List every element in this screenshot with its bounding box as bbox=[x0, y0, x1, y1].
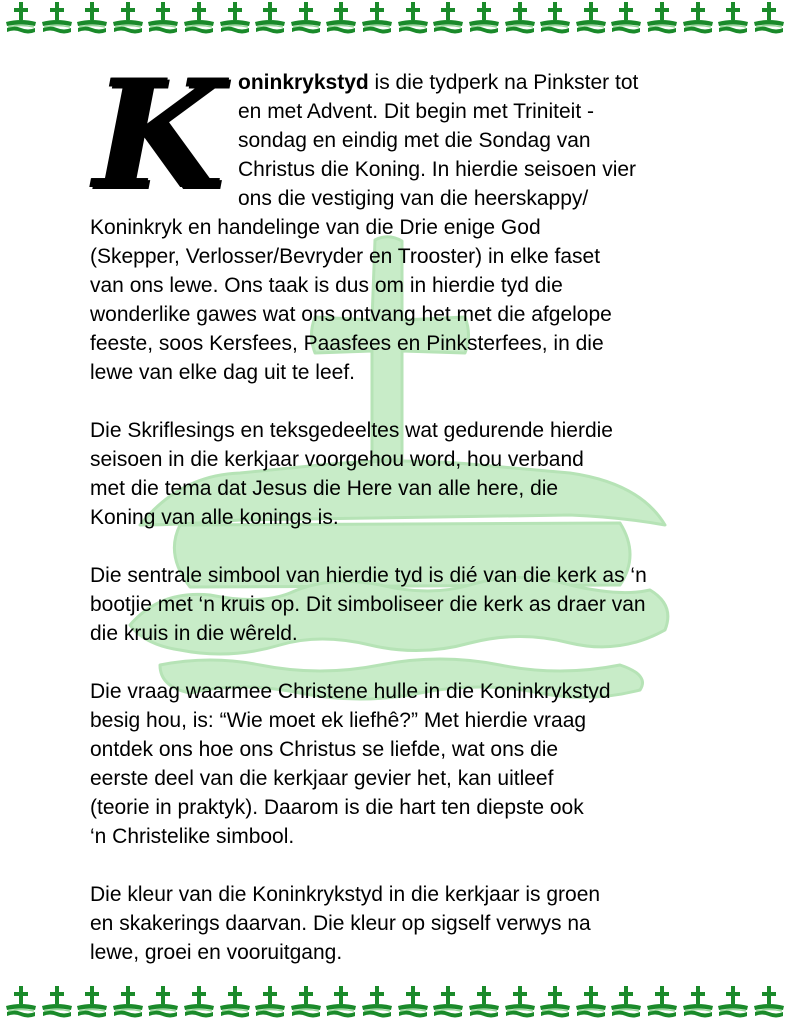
text-line: ons die vestiging van die heerskappy/ bbox=[238, 187, 589, 210]
text-line: Christus die Koning. In hierdie seisoen vier bbox=[238, 158, 637, 181]
document-body bbox=[90, 47, 730, 996]
green-boat-cross-icon bbox=[324, 0, 358, 36]
green-boat-cross-icon bbox=[182, 0, 216, 36]
green-boat-cross-icon bbox=[645, 0, 679, 36]
text-line: oninkrykstyd is die tydperk na Pinkster tot bbox=[238, 71, 639, 94]
text-line: feeste, soos Kersfees, Paasfees en Pinksterfees, in die bbox=[90, 332, 604, 355]
green-boat-cross-icon bbox=[609, 0, 643, 36]
green-boat-cross-icon bbox=[538, 0, 572, 36]
paragraph-3 bbox=[90, 561, 730, 648]
text-line: Die Skriflesings en teksgedeeltes wat gedurende hierdie bbox=[90, 419, 613, 442]
text-line: van ons lewe. Ons taak is dus om in hierdie tyd die bbox=[90, 274, 563, 297]
green-boat-cross-icon bbox=[467, 0, 501, 36]
green-boat-cross-icon bbox=[716, 0, 750, 36]
text-line: lewe van elke dag uit te leef. bbox=[90, 361, 356, 384]
text-line: (teorie in praktyk). Daarom is die hart ten diepste ook bbox=[90, 796, 584, 819]
green-boat-cross-icon bbox=[40, 0, 74, 36]
green-boat-cross-icon bbox=[40, 984, 74, 1020]
green-boat-cross-icon bbox=[431, 0, 465, 36]
paragraph-4 bbox=[90, 677, 730, 851]
green-boat-cross-icon bbox=[752, 0, 786, 36]
text-line: met die tema dat Jesus die Here van alle here, die bbox=[90, 477, 559, 500]
paragraph-2 bbox=[90, 416, 730, 532]
text-line: besig hou, is: “Wie moet ek liefhê?” Met hierdie vraag bbox=[90, 709, 587, 732]
green-boat-cross-icon bbox=[111, 0, 145, 36]
green-boat-cross-icon bbox=[253, 0, 287, 36]
text-line: Die kleur van die Koninkrykstyd in die kerkjaar is groen bbox=[90, 883, 601, 906]
text-line: sondag en eindig met die Sondag van bbox=[238, 129, 591, 152]
text-line: eerste deel van die kerkjaar gevier het, kan uitleef bbox=[90, 767, 554, 790]
green-boat-cross-icon bbox=[681, 0, 715, 36]
text-line: Die sentrale simbool van hierdie tyd is dié van die kerk as ‘n bbox=[90, 564, 647, 587]
green-boat-cross-icon bbox=[503, 0, 537, 36]
green-boat-cross-icon bbox=[360, 0, 394, 36]
text-line: (Skepper, Verlosser/Bevryder en Trooster) in elke faset bbox=[90, 245, 601, 268]
text-line: en met Advent. Dit begin met Triniteit - bbox=[238, 100, 594, 123]
text-line: en skakerings daarvan. Die kleur op sigself verwys na bbox=[90, 912, 591, 935]
text-line: ‘n Christelike simbool. bbox=[90, 825, 295, 848]
text-line: ontdek ons hoe ons Christus se liefde, wat ons die bbox=[90, 738, 559, 761]
green-boat-cross-icon bbox=[574, 0, 608, 36]
green-boat-cross-icon bbox=[4, 0, 38, 36]
text-line: Die vraag waarmee Christene hulle in die Koninkrykstyd bbox=[90, 680, 611, 703]
text-line: Koninkryk en handelinge van die Drie enige God bbox=[90, 216, 541, 239]
text-line: Koning van alle konings is. bbox=[90, 506, 339, 529]
text-line: die kruis in die wêreld. bbox=[90, 622, 298, 645]
drop-cap-letter: K bbox=[93, 47, 225, 223]
paragraph-5 bbox=[90, 880, 730, 967]
top-border bbox=[0, 0, 790, 40]
green-boat-cross-icon bbox=[75, 0, 109, 36]
text-line: lewe, groei en vooruitgang. bbox=[90, 941, 343, 964]
green-boat-cross-icon bbox=[752, 984, 786, 1020]
text-line: seisoen in die kerkjaar voorgehou word, hou verband bbox=[90, 448, 584, 471]
text-line: bootjie met ‘n kruis op. Dit simboliseer die kerk as draer van bbox=[90, 593, 646, 616]
green-boat-cross-icon bbox=[146, 0, 180, 36]
text-line: wonderlike gawes wat ons ontvang het met die afgelope bbox=[90, 303, 612, 326]
green-boat-cross-icon bbox=[289, 0, 323, 36]
green-boat-cross-icon bbox=[4, 984, 38, 1020]
green-boat-cross-icon bbox=[396, 0, 430, 36]
bold-lead-word: oninkrykstyd bbox=[238, 71, 369, 94]
green-boat-cross-icon bbox=[218, 0, 252, 36]
